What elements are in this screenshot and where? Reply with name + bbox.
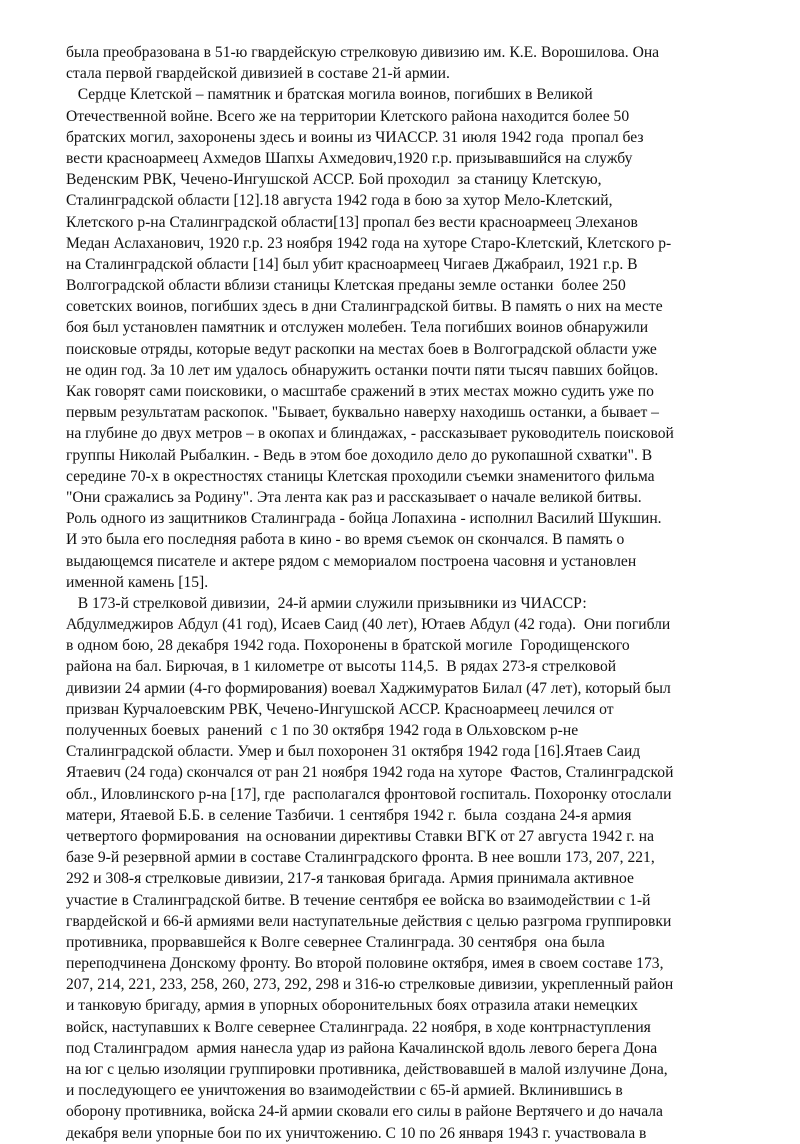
text-line: участие в Сталинградской битве. В течение сентября ее войска во взаимодействии с 1-й — [66, 891, 651, 909]
text-line: Сталинградской области [12].18 августа 1942 года в бою за хутор Мело-Клетский, — [66, 192, 613, 210]
text-line: первым результатам раскопок. "Бывает, буквально наверху находишь останки, а бывает – — [66, 404, 659, 422]
text-line: 292 и 308-я стрелковые дивизии, 217-я танковая бригада. Армия принимала активное — [66, 870, 634, 888]
text-line: "Они сражались за Родину". Эта лента как раз и рассказывает о начале великой битвы. — [66, 488, 642, 506]
text-line: советских воинов, погибших здесь в дни Сталинградской битвы. В память о них на месте — [66, 298, 663, 316]
paragraph — [66, 593, 746, 1144]
text-line: полученных боевых ранений с 1 по 30 октября 1942 года в Ольховском р-не — [66, 722, 579, 739]
text-line: Как говорят сами поисковики, о масштабе сражений в этих местах можно судить уже по — [66, 383, 654, 400]
text-line: поисковые отряды, которые ведут раскопки на местах боев в Волгоградской области уже — [66, 340, 657, 358]
text-line: оборону противника, войска 24-й армии сковали его силы в районе Вертячего и до начала — [66, 1103, 663, 1121]
text-line: вести красноармеец Ахмедов Шапхы Ахмедович,1920 г.р. призывавшийся на службу — [66, 149, 633, 167]
text-line: Веденским РВК, Чечено-Ингушской АССР. Бой проходил за станицу Клетскую, — [66, 171, 602, 189]
text-line: противника, прорвавшейся к Волге севернее Сталинграда. 30 сентября она была — [66, 933, 605, 951]
text-line: Сердце Клетской – памятник и братская могила воинов, погибших в Великой — [66, 86, 593, 104]
text-line: обл., Иловлинского р-на [17], где располагался фронтовой госпиталь. Похоронку отослали — [66, 785, 672, 803]
text-line: стала первой гвардейской дивизией в составе 21-й армии. — [66, 65, 450, 83]
text-line: боя был установлен памятник и отслужен молебен. Тела погибших воинов обнаружили — [66, 319, 649, 337]
text-line: на юг с целью изоляции группировки противника, действовавшей в малой излучине Дона, — [66, 1061, 668, 1078]
text-line: матери, Ятаевой Б.Б. в селение Тазбичи. 1 сентября 1942 г. была создана 24-я армия — [66, 806, 632, 824]
text-line: базе 9-й резервной армии в составе Сталинградского фронта. В нее вошли 173, 207, 221, — [66, 849, 655, 867]
text-line: группы Николай Рыбалкин. - Ведь в этом бое доходило дело до рукопашной схватки". В — [66, 446, 653, 464]
text-line: декабря вели упорные бои по их уничтожению. С 10 по 26 января 1943 г. участвовала в — [66, 1124, 647, 1142]
text-line: призван Курчалоевским РВК, Чечено-Ингушской АССР. Красноармеец лечился от — [66, 700, 614, 718]
text-line: переподчинена Донскому фронту. Во второй половине октября, имея в своем составе 173, — [66, 955, 664, 973]
text-line: Клетского р-на Сталинградской области[13] пропал без вести красноармеец Элеханов — [66, 213, 638, 231]
text-line: на глубине до двух метров – в окопах и блиндажах, - рассказывает руководитель поисковой — [66, 425, 674, 443]
text-line: Абдулмеджиров Абдул (41 год), Исаев Саид (40 лет), Ютаев Абдул (42 года). Они погибли — [66, 616, 671, 634]
text-line: Ятаевич (24 года) скончался от ран 21 ноября 1942 года на хуторе Фастов, Сталинградской — [66, 764, 674, 782]
text-line: Роль одного из защитников Сталинграда - бойца Лопахина - исполнил Василий Шукшин. — [66, 510, 662, 528]
text-line: именной камень [15]. — [66, 573, 209, 591]
text-line: 207, 214, 221, 233, 258, 260, 273, 292, 298 и 316-ю стрелковые дивизии, укрепленный район — [66, 976, 674, 994]
text-line: дивизии 24 армии (4-го формирования) воевал Хаджимуратов Билал (47 лет), который был — [66, 679, 671, 697]
text-line: братских могил, захоронены здесь и воины из ЧИАССР. 31 июля 1942 года пропал без — [66, 128, 644, 146]
text-line: войск, наступавших к Волге севернее Сталинграда. 22 ноября, в ходе контрнаступления — [66, 1018, 651, 1036]
text-line: на Сталинградской области [14] был убит красноармеец Чигаев Джабраил, 1921 г.р. В — [66, 255, 638, 273]
text-line: и последующего ее уничтожения во взаимодействии с 65-й армией. Вклинившись в — [66, 1082, 623, 1100]
text-line: была преобразована в 51-ю гвардейскую стрелковую дивизию им. К.Е. Ворошилова. Она — [66, 44, 660, 61]
text-line: И это была его последняя работа в кино - во время съемок он скончался. В память о — [66, 531, 625, 549]
text-line: в одном бою, 28 декабря 1942 года. Похоронены в братской могиле Городищенского — [66, 637, 630, 655]
text-line: В 173-й стрелковой дивизии, 24-й армии служили призывники из ЧИАССР: — [66, 594, 587, 612]
text-line: четвертого формирования на основании директивы Ставки ВГК от 27 августа 1942 г. на — [66, 827, 654, 845]
text-line: не один год. За 10 лет им удалось обнаружить останки почти пяти тысяч павших бойцов. — [66, 361, 659, 379]
text-line: Сталинградской области. Умер и был похоронен 31 октября 1942 года [16].Ятаев Саид — [66, 743, 641, 761]
text-line: выдающемся писателе и актере рядом с мемориалом построена часовня и установлен — [66, 552, 637, 570]
text-line: Волгоградской области вблизи станицы Клетская преданы земле останки более 250 — [66, 277, 626, 295]
text-line: Медан Аслаханович, 1920 г.р. 23 ноября 1942 года на хуторе Старо-Клетский, Клетского р- — [66, 234, 672, 252]
text-line: и танковую бригаду, армия в упорных оборонительных боях отразила атаки немецких — [66, 997, 638, 1015]
text-line: района на бал. Бирючая, в 1 километре от высоты 114,5. В рядах 273-я стрелковой — [66, 658, 617, 676]
text-line: середине 70-х в окрестностях станицы Клетская проходили съемки знаменитого фильма — [66, 467, 655, 485]
document-page — [66, 42, 746, 1144]
paragraph — [66, 42, 746, 84]
text-line: под Сталинградом армия нанесла удар из района Качалинской вдоль левого берега Дона — [66, 1039, 658, 1057]
text-line: Отечественной войне. Всего же на территории Клетского района находится более 50 — [66, 107, 630, 125]
text-line: гвардейской и 66-й армиями вели наступательные действия с целью разгрома группировки — [66, 912, 672, 930]
paragraph — [66, 84, 746, 593]
